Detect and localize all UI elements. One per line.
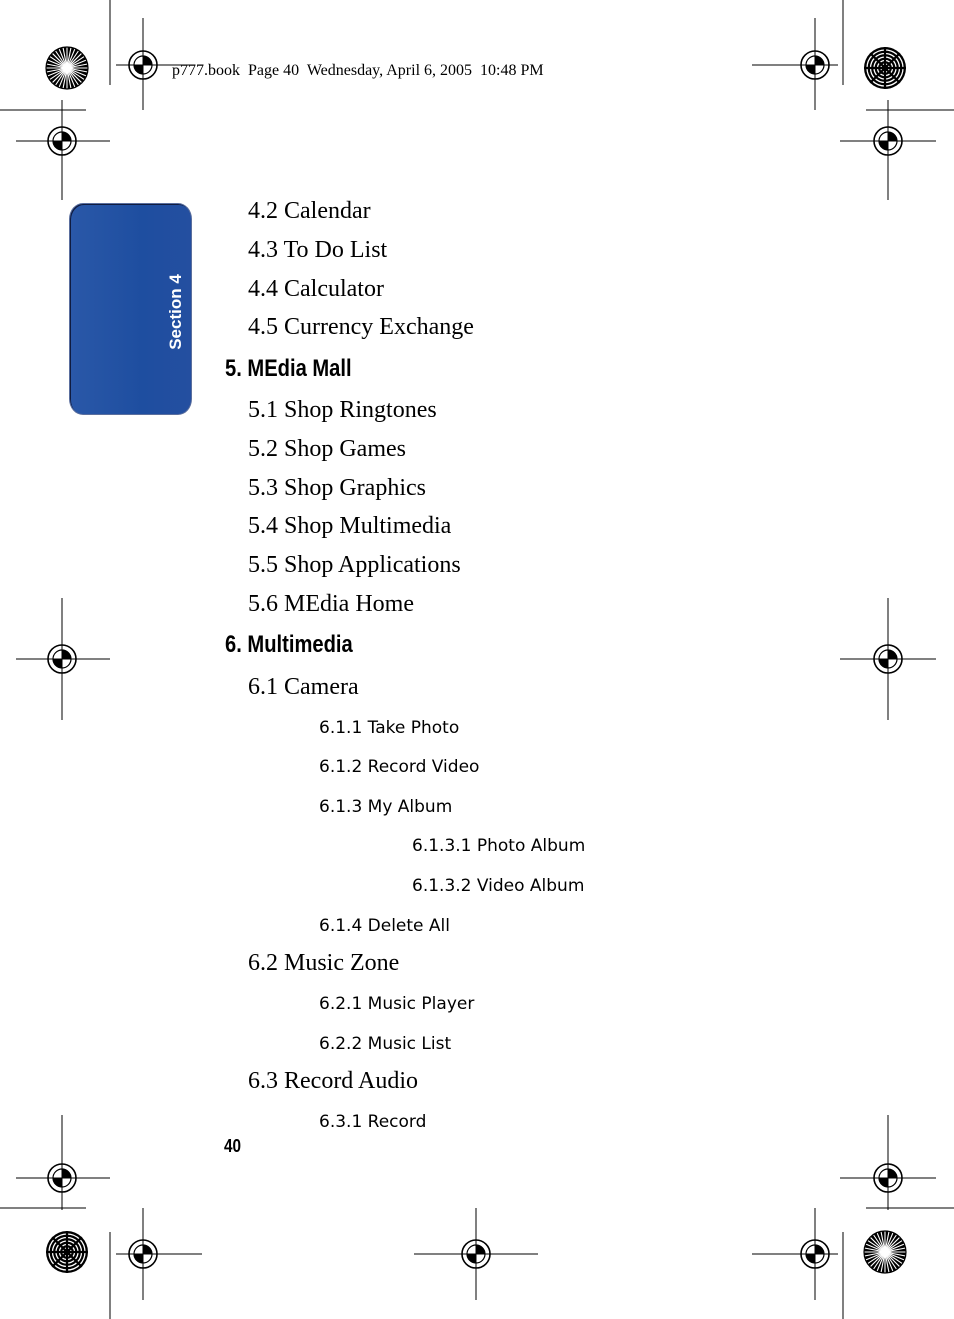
page-slug: p777.book Page 40 Wednesday, April 6, 2005 10:48 PM bbox=[172, 62, 544, 79]
toc-item: 5.5 Shop Applications bbox=[248, 552, 461, 578]
toc-subitem: 6.3.1 Record bbox=[319, 1112, 427, 1132]
toc-item: 4.3 To Do List bbox=[248, 237, 388, 263]
toc-item: 5.1 Shop Ringtones bbox=[248, 397, 437, 423]
toc-item: 5.2 Shop Games bbox=[248, 436, 406, 462]
toc-item: 4.4 Calculator bbox=[248, 276, 384, 302]
toc-subitem: 6.1.4 Delete All bbox=[319, 916, 450, 936]
toc-subitem: 6.2.1 Music Player bbox=[319, 994, 475, 1014]
toc-subitem: 6.1.1 Take Photo bbox=[319, 718, 460, 738]
toc-item: 4.2 Calendar bbox=[248, 198, 371, 224]
toc-subitem: 6.1.2 Record Video bbox=[319, 757, 480, 777]
toc-subitem: 6.1.3 My Album bbox=[319, 797, 453, 817]
toc-item: 5.6 MEdia Home bbox=[248, 591, 414, 617]
toc-subitem: 6.2.2 Music List bbox=[319, 1034, 452, 1054]
toc-item: 5.3 Shop Graphics bbox=[248, 475, 426, 501]
section-heading-media-mall: 5. MEdia Mall bbox=[225, 355, 352, 382]
toc-item-record-audio: 6.3 Record Audio bbox=[248, 1068, 418, 1094]
section-tab-label: Section 4 bbox=[166, 274, 185, 350]
toc-item-music-zone: 6.2 Music Zone bbox=[248, 950, 400, 976]
toc-item-camera: 6.1 Camera bbox=[248, 674, 359, 700]
section-heading-multimedia: 6. Multimedia bbox=[225, 631, 353, 658]
page-number: 40 bbox=[224, 1136, 242, 1156]
toc-subsubitem: 6.1.3.1 Photo Album bbox=[412, 836, 586, 856]
toc-item: 5.4 Shop Multimedia bbox=[248, 513, 452, 539]
toc-item: 4.5 Currency Exchange bbox=[248, 314, 474, 340]
toc-subsubitem: 6.1.3.2 Video Album bbox=[412, 876, 585, 896]
